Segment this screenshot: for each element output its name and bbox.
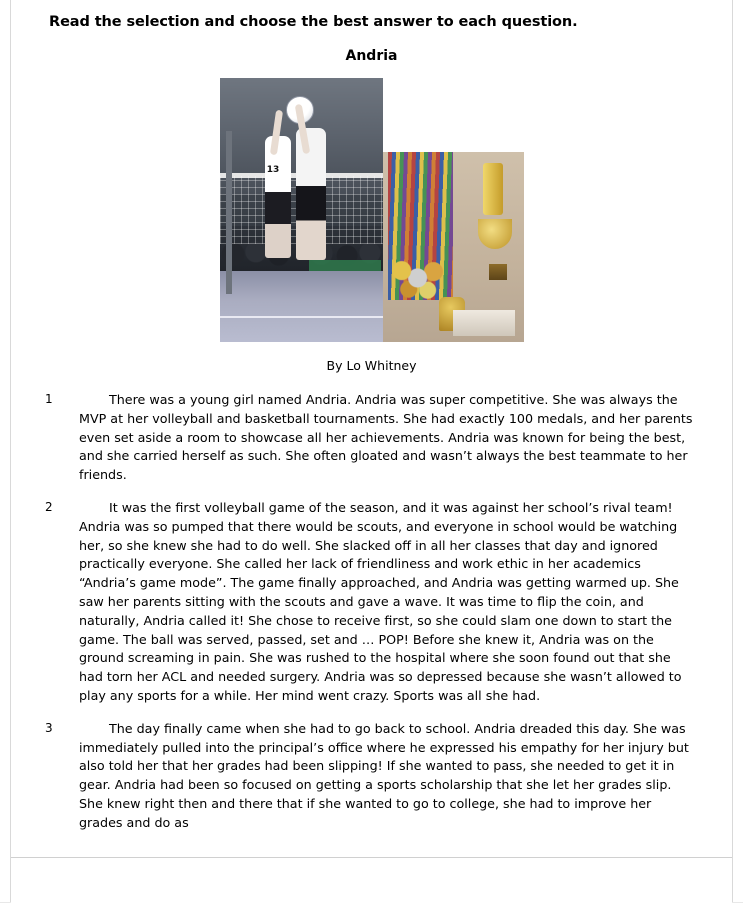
paragraph-text: There was a young girl named Andria. Andria was super competitive. She was always the MVP at her volleyball and basketball tournaments. She had exactly 100 medals, and her parents even set aside a room to showcase all her achievements. Andria was known for being the best, and she carried herself as such. She often gloated and wasn’t always the best teammate to her friends. [79,392,693,483]
medals-and-trophies-photo [383,152,524,342]
player-hitting [296,128,326,260]
paragraph-number: 2 [45,499,53,514]
passage-paragraph [45,720,698,833]
shelf [453,310,515,337]
instruction-text: Read the selection and choose the best answer to each question. [49,14,578,30]
trophy-base [489,264,507,280]
page-right-margin [732,0,743,902]
court-line [220,316,383,318]
author-byline: By Lo Whitney [326,358,417,373]
paragraph-text: The day finally came when she had to go back to school. Andria dreaded this day. She was immediately pulled into the principal’s office where he expressed his empathy for her injury but also told her that her grades had been slipping! If she wanted to pass, she needed to get it in gear. Andria had been so focused on getting a sports scholarship that she let her grades slip. She knew right then and there that if she wanted to go to college, she had to improve her grades and do as [79,720,689,830]
page-footer [11,857,732,903]
passage-paragraph [45,391,698,485]
medal-discs [391,251,450,300]
player-blocking [265,136,291,257]
paragraph-number: 3 [45,720,53,735]
volleyball-game-photo [220,78,383,342]
page-left-margin [0,0,11,902]
paragraph-number: 1 [45,392,53,406]
passage-content [11,0,732,856]
passage-body [45,391,698,833]
net-pole [226,131,232,295]
passage-images [45,78,698,342]
paragraph-text: It was the first volleyball game of the season, and it was against her school’s rival team! Andria was so pumped that there would be scouts, and everyone in school would be watching her, so she knew she had to do well. She slacked off in all her classes that day and ignored practically everyone. She called her lack of friendliness and work ethic in her academics “Andria’s game mode”. The game finally approached, and Andria was getting warmed up. She saw her parents sitting with the scouts and gave a wave. It was time to flip the coin, and naturally, Andria called it! She chose to receive first, so she could slam one down to start the game. The ball was served, passed, set and … POP! Before she knew it, Andria was on the ground screaming in pain. She was rushed to the hospital where she soon found out that she had torn her ACL and needed surgery. Andria was so depressed because she wasn’t allowed to play any sports for a while. Her mind went crazy. Sports was all she had. [79,499,682,703]
gym-floor [220,271,383,342]
number-one-trophy [483,163,503,215]
passage-title: Andria [345,48,398,64]
jersey-number: 13 [266,165,280,176]
trophy-group [456,160,518,335]
trophy-cup [478,219,512,249]
passage-paragraph [45,499,698,706]
